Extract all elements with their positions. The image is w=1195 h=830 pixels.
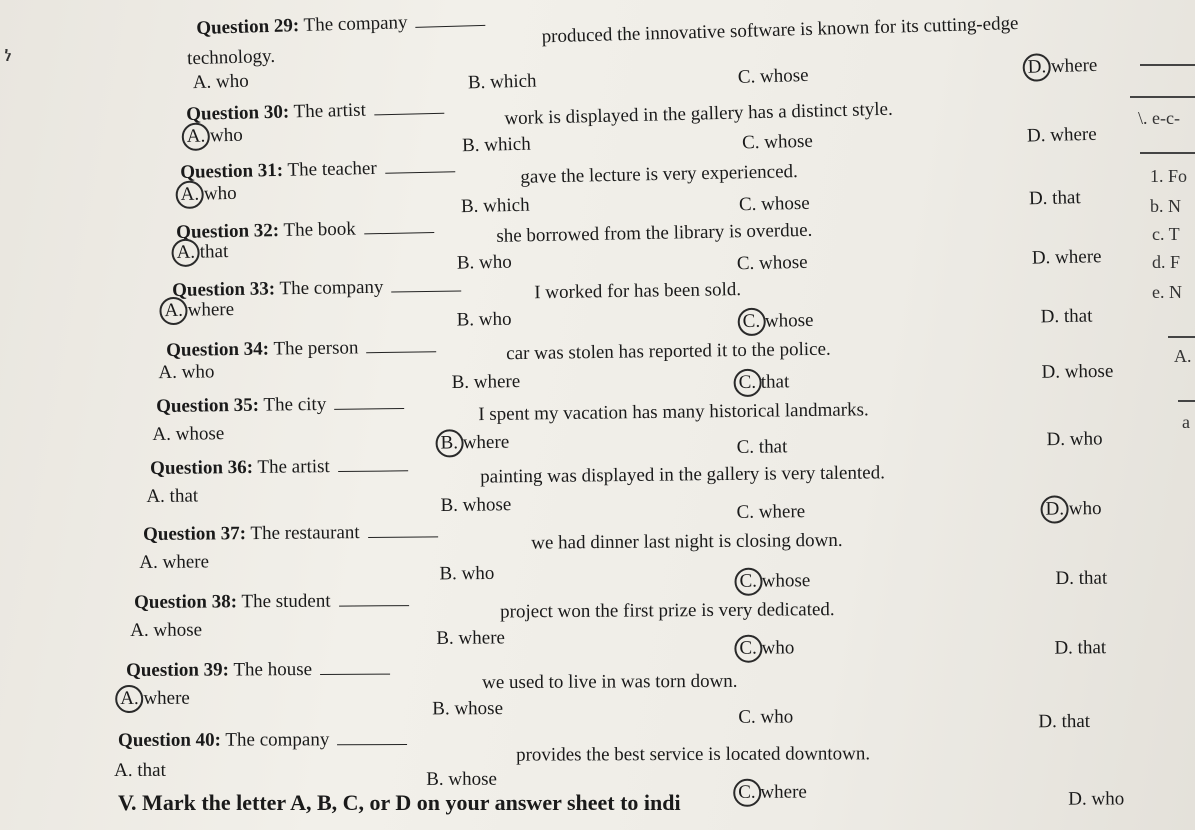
option-b: B. whose bbox=[426, 768, 497, 790]
option-d: D. who bbox=[1046, 428, 1103, 451]
question-rest-line2: technology. bbox=[186, 45, 276, 70]
option-b: B. who bbox=[456, 308, 512, 331]
option-d: D. where bbox=[1027, 55, 1097, 79]
margin-fragment: \. e-c- bbox=[1138, 108, 1180, 128]
option-a: A. that bbox=[146, 485, 199, 508]
option-c: C. whose bbox=[738, 192, 810, 216]
option-b: B. where bbox=[451, 371, 521, 394]
question-stem: The teacher bbox=[287, 157, 377, 181]
option-a: A. who bbox=[180, 183, 236, 206]
margin-rule bbox=[1178, 400, 1195, 402]
option-d: D. whose bbox=[1041, 360, 1114, 383]
option-a: A. that bbox=[114, 759, 166, 782]
answer-blank bbox=[334, 407, 404, 410]
answer-blank bbox=[391, 289, 461, 292]
answer-blank bbox=[338, 469, 408, 472]
margin-rule bbox=[1130, 96, 1195, 98]
margin-fragment: a bbox=[1182, 412, 1190, 432]
question-rest: produced the innovative software is known for its cutting-edge bbox=[541, 13, 1019, 48]
answer-circle bbox=[435, 429, 463, 457]
option-b: B. whose bbox=[440, 494, 512, 516]
question-stem: The artist bbox=[293, 99, 367, 123]
option-d: D. that bbox=[1055, 567, 1108, 590]
option-d: D. that bbox=[1040, 305, 1093, 328]
question-label: Question 40: bbox=[118, 729, 222, 751]
option-c: C. who bbox=[738, 706, 794, 728]
question-37 bbox=[139, 515, 1195, 592]
answer-blank bbox=[364, 231, 434, 234]
answer-circle bbox=[171, 239, 200, 268]
answer-circle bbox=[1022, 53, 1051, 82]
question-36 bbox=[146, 447, 1195, 524]
question-stem: The person bbox=[273, 337, 359, 360]
answer-blank bbox=[416, 24, 486, 28]
option-d: D. that bbox=[1028, 187, 1081, 210]
margin-fragment: A. bbox=[1174, 346, 1192, 366]
answer-blank bbox=[374, 112, 444, 116]
option-c: C. whose bbox=[739, 570, 810, 593]
question-rest: I worked for has been sold. bbox=[534, 279, 742, 304]
option-d: D. where bbox=[1031, 246, 1102, 269]
margin-fragment: d. F bbox=[1152, 252, 1181, 272]
option-d: D. that bbox=[1038, 710, 1091, 733]
option-a: A. whose bbox=[130, 619, 203, 642]
option-d: D. that bbox=[1054, 637, 1107, 659]
answer-blank bbox=[339, 604, 409, 606]
answer-blank bbox=[337, 743, 407, 745]
option-a: A. where bbox=[139, 551, 210, 574]
option-b: B. which bbox=[460, 194, 530, 218]
option-a: A. whose bbox=[152, 423, 225, 446]
option-a: A. who bbox=[192, 70, 250, 94]
option-c: C. whose bbox=[737, 64, 809, 88]
corner-scribble: ነ bbox=[4, 44, 12, 66]
question-label: Question 32: bbox=[176, 220, 280, 243]
option-a: A. that bbox=[176, 241, 228, 264]
question-label: Question 38: bbox=[134, 591, 238, 613]
answer-circle bbox=[181, 122, 210, 151]
answer-circle bbox=[115, 685, 143, 713]
option-d: D. who bbox=[1068, 788, 1125, 810]
answer-blank bbox=[385, 170, 455, 173]
answer-circle bbox=[159, 297, 187, 325]
question-stem: The restaurant bbox=[250, 522, 360, 545]
question-label: Question 35: bbox=[156, 394, 260, 417]
question-stem: The company bbox=[279, 276, 384, 300]
option-b: B. where bbox=[436, 627, 505, 649]
option-a: A. where bbox=[120, 688, 190, 710]
margin-rule bbox=[1140, 64, 1195, 66]
section-heading: V. Mark the letter A, B, C, or D on your answer sheet to indi bbox=[118, 790, 681, 815]
question-label: Question 37: bbox=[143, 523, 247, 545]
option-b: B. which bbox=[467, 70, 537, 94]
question-rest: I spent my vacation has many historical landmarks. bbox=[478, 399, 869, 426]
question-stem: The company bbox=[225, 729, 330, 751]
margin-fragment: e. N bbox=[1152, 282, 1182, 302]
margin-rule bbox=[1168, 336, 1195, 338]
option-b: B. whose bbox=[432, 698, 504, 720]
question-38 bbox=[130, 585, 1194, 659]
answer-blank bbox=[368, 535, 438, 538]
question-stem: The artist bbox=[257, 456, 330, 478]
question-stem: The student bbox=[241, 590, 331, 613]
option-c: C. who bbox=[739, 637, 794, 659]
question-label: Question 30: bbox=[186, 101, 290, 125]
option-d: D. who bbox=[1045, 498, 1101, 521]
answer-circle bbox=[733, 779, 761, 807]
margin-fragment: b. N bbox=[1150, 196, 1181, 216]
question-label: Question 29: bbox=[196, 15, 300, 39]
answer-blank bbox=[320, 673, 390, 675]
question-39 bbox=[120, 654, 1186, 733]
option-c: C. where bbox=[736, 501, 806, 523]
margin-rule bbox=[1140, 152, 1195, 154]
question-rest: we used to live in was torn down. bbox=[482, 670, 738, 694]
option-b: B. which bbox=[461, 133, 531, 157]
margin-fragment: 1. Fo bbox=[1150, 166, 1188, 186]
question-29 bbox=[186, 0, 1195, 94]
question-rest: car was stolen has reported it to the police. bbox=[506, 338, 831, 365]
question-rest: we had dinner last night is closing down. bbox=[531, 529, 843, 554]
answer-blank bbox=[366, 350, 436, 353]
question-rest: work is displayed in the gallery has a distinct style. bbox=[504, 98, 893, 130]
question-label: Question 33: bbox=[172, 278, 276, 301]
question-rest: she borrowed from the library is overdue. bbox=[496, 219, 813, 247]
option-a: A. who bbox=[187, 125, 243, 148]
question-rest: provides the best service is located downtown. bbox=[516, 743, 871, 766]
option-b: B. who bbox=[456, 251, 512, 274]
option-c: C. that bbox=[736, 436, 788, 458]
margin-fragment: c. T bbox=[1152, 224, 1180, 244]
question-label: Question 34: bbox=[166, 338, 270, 361]
question-stem: The company bbox=[303, 12, 408, 36]
question-rest: project won the first prize is very dedicated. bbox=[500, 599, 835, 623]
question-label: Question 36: bbox=[150, 456, 254, 479]
option-b: B. who bbox=[439, 562, 495, 585]
question-label: Question 31: bbox=[180, 159, 284, 183]
option-b: B. where bbox=[440, 432, 509, 455]
option-c: C. where bbox=[738, 782, 807, 804]
option-c: C. whose bbox=[743, 310, 814, 333]
option-a: A. where bbox=[164, 299, 234, 322]
question-label: Question 39: bbox=[126, 659, 230, 681]
question-stem: The book bbox=[283, 218, 357, 241]
question-rest: gave the lecture is very experienced. bbox=[520, 161, 799, 188]
answer-circle bbox=[175, 181, 204, 210]
option-c: C. that bbox=[739, 371, 790, 394]
option-d: D. where bbox=[1026, 123, 1097, 147]
question-stem: The house bbox=[233, 659, 313, 681]
option-c: C. whose bbox=[736, 251, 808, 275]
question-stem: The city bbox=[263, 393, 327, 416]
question-rest: painting was displayed in the gallery is very talented. bbox=[480, 462, 886, 488]
option-a: A. who bbox=[158, 361, 215, 384]
option-c: C. whose bbox=[741, 130, 814, 154]
